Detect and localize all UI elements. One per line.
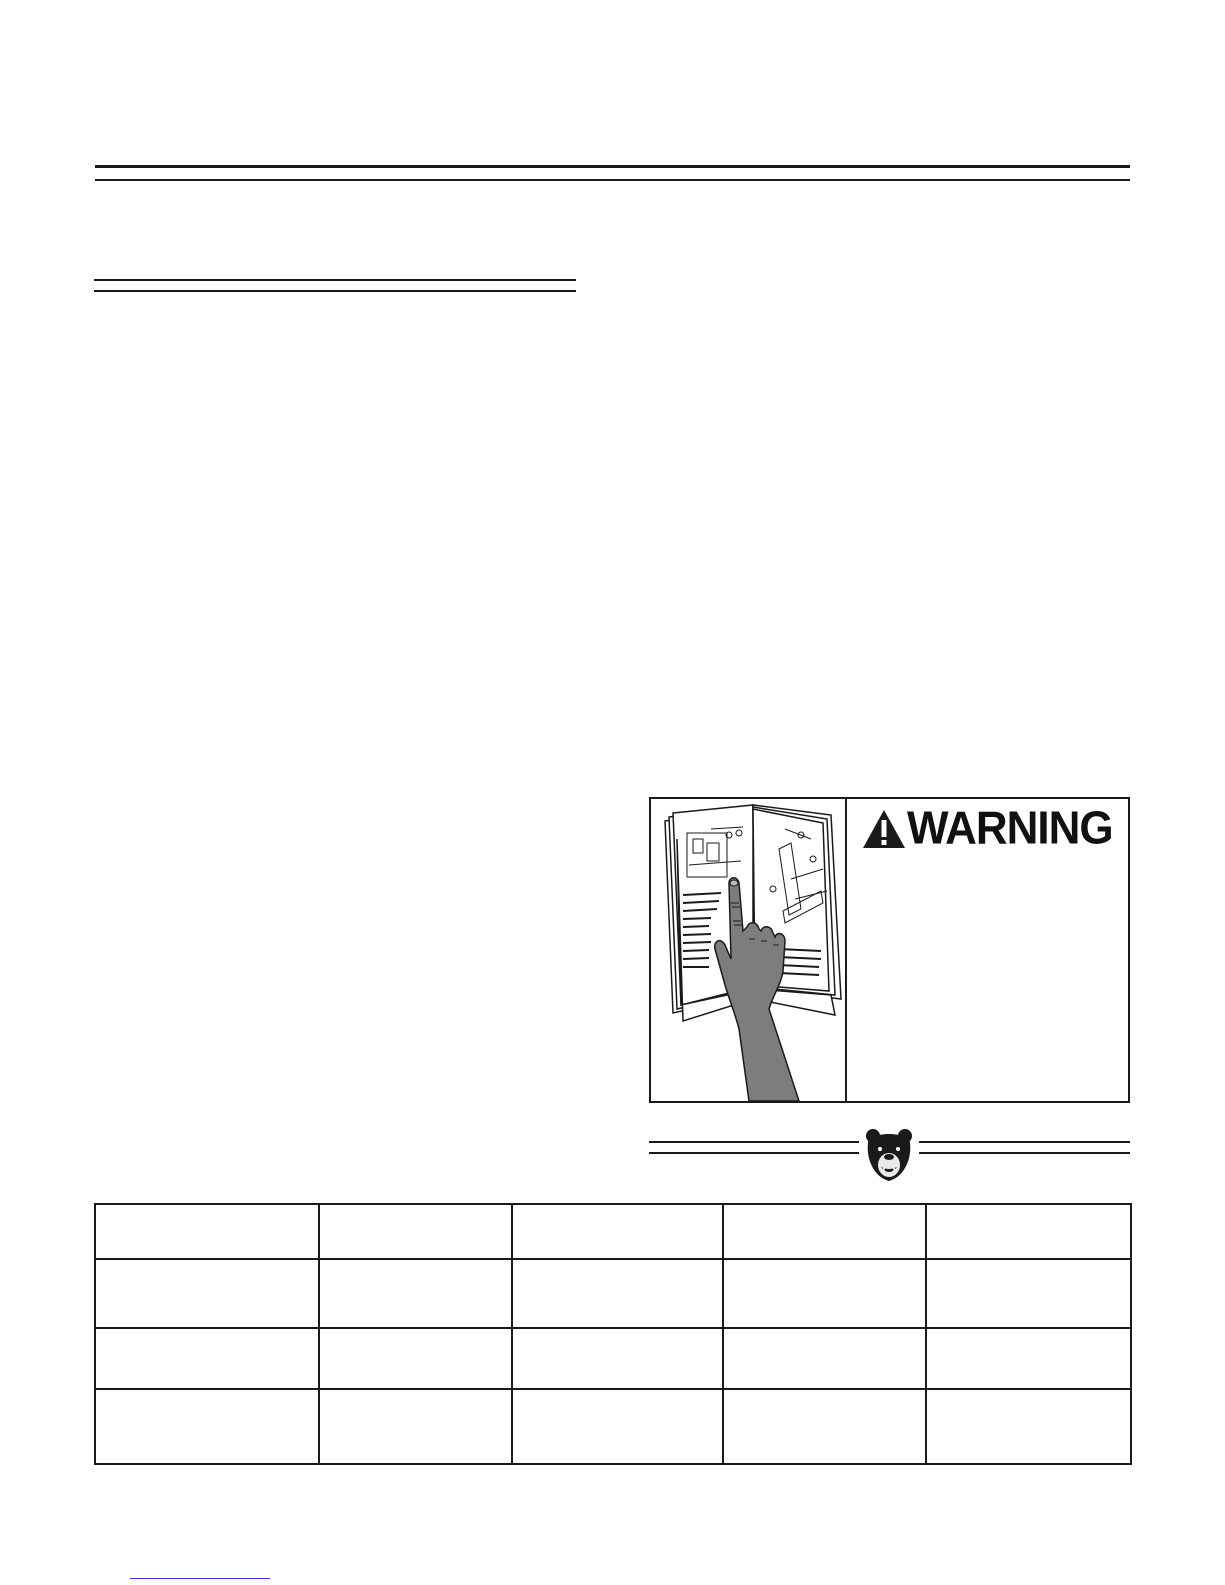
table-cell xyxy=(512,1328,723,1389)
spec-table xyxy=(94,1203,1132,1465)
table-cell xyxy=(926,1328,1131,1389)
bear-head-logo-icon xyxy=(864,1127,914,1183)
warning-box xyxy=(649,797,1130,1103)
table-cell xyxy=(926,1389,1131,1464)
table-cell xyxy=(95,1328,319,1389)
warning-panel xyxy=(847,799,1128,1101)
table-row xyxy=(95,1328,1131,1389)
section-rule-top xyxy=(94,279,576,281)
table-cell xyxy=(723,1204,926,1259)
table-cell xyxy=(95,1389,319,1464)
section-divider xyxy=(649,1127,1130,1183)
table-cell xyxy=(723,1328,926,1389)
table-cell xyxy=(512,1259,723,1328)
divider-rule-right-top xyxy=(919,1141,1130,1143)
divider-rule-left-top xyxy=(649,1141,859,1143)
table-cell xyxy=(926,1204,1131,1259)
header-rule-top xyxy=(95,165,1130,168)
divider-rule-left-bottom xyxy=(649,1152,859,1154)
table-cell xyxy=(319,1204,512,1259)
exclamation-triangle-icon xyxy=(861,808,907,850)
table-cell xyxy=(926,1259,1131,1328)
table-row xyxy=(95,1259,1131,1328)
table-cell xyxy=(319,1259,512,1328)
warning-label: WARNING xyxy=(907,802,1113,855)
header-rule-bottom xyxy=(95,179,1130,181)
table-header-row xyxy=(95,1204,1131,1259)
divider-rule-right-bottom xyxy=(919,1152,1130,1154)
table-cell xyxy=(319,1328,512,1389)
footer-link-underline[interactable] xyxy=(130,1578,270,1579)
table-cell xyxy=(723,1389,926,1464)
section-rule-bottom xyxy=(94,290,576,292)
table-cell xyxy=(723,1259,926,1328)
table-cell xyxy=(512,1204,723,1259)
hand-reading-manual-icon xyxy=(651,799,847,1101)
table-cell xyxy=(95,1259,319,1328)
table-cell xyxy=(319,1389,512,1464)
manual-reading-illustration xyxy=(651,799,847,1101)
table-row xyxy=(95,1389,1131,1464)
table-cell xyxy=(512,1389,723,1464)
table-cell xyxy=(95,1204,319,1259)
warning-heading xyxy=(861,802,1113,855)
